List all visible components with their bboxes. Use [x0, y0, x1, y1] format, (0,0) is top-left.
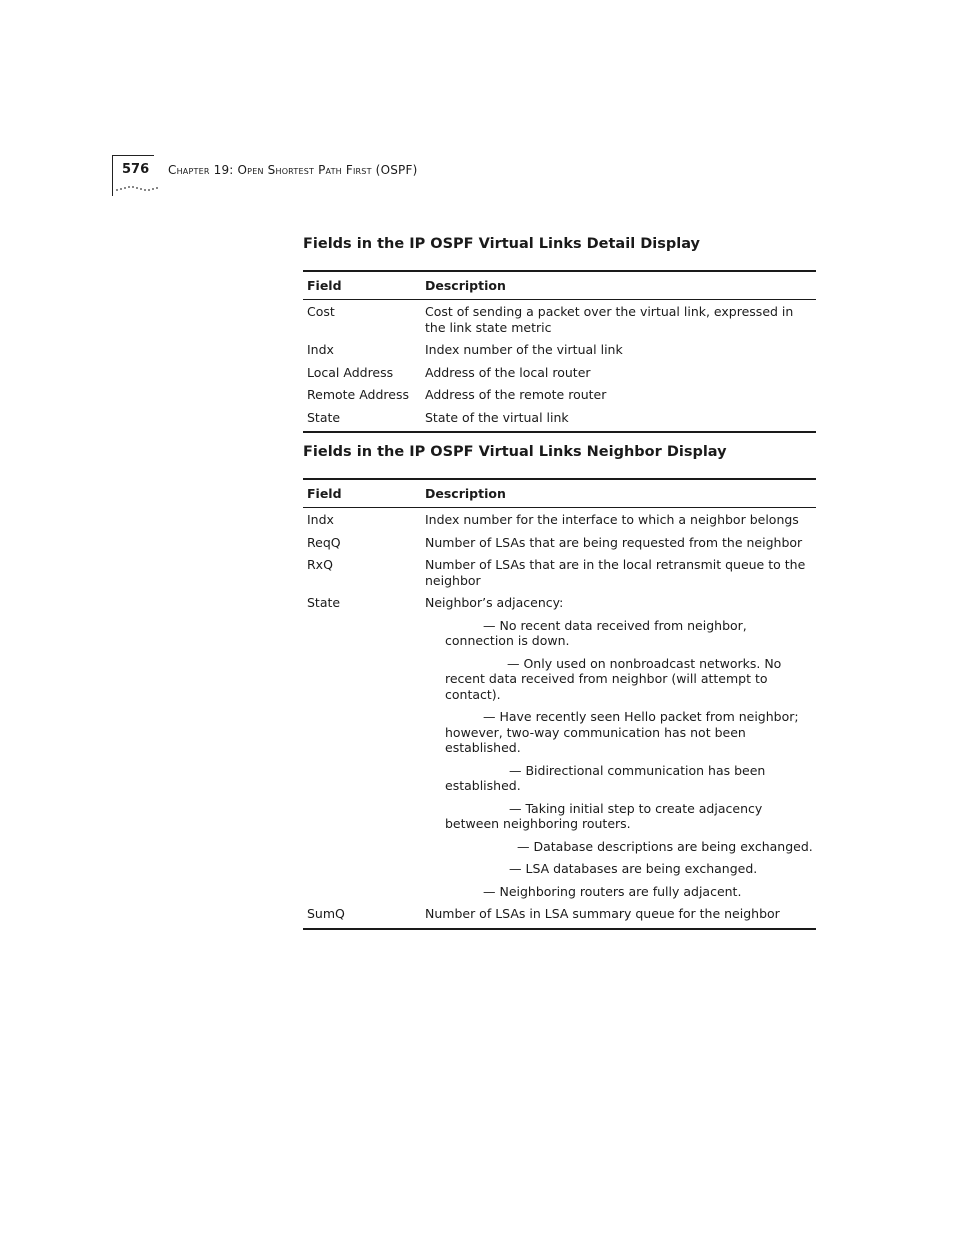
list-item — [445, 618, 816, 649]
table-row — [303, 535, 816, 558]
table-header-row — [303, 271, 816, 300]
table-row — [303, 410, 816, 433]
description-cell: State of the virtual link — [425, 409, 569, 425]
running-header — [112, 155, 712, 200]
state-text: — Taking initial step to create adjacency between neighboring routers. — [445, 800, 763, 831]
list-item — [445, 801, 816, 832]
column-header-description: Description — [421, 271, 816, 300]
field-cell: Local Address — [307, 364, 394, 380]
table-row — [303, 906, 816, 929]
state-intro: Neighbor’s adjacency: — [425, 595, 564, 610]
field-cell: State — [307, 409, 341, 425]
state-text: — Database descriptions are being exchanged. — [517, 838, 813, 854]
field-cell: Indx — [307, 342, 334, 357]
dotted-ornament-icon — [116, 181, 160, 193]
table-row — [303, 300, 816, 343]
description-cell: Number of LSAs that are in the local retransmit queue to the neighbor — [425, 557, 806, 588]
detail-section — [303, 234, 816, 433]
field-cell: RxQ — [307, 557, 333, 572]
column-header-field: Field — [303, 479, 421, 508]
table-row — [303, 365, 816, 388]
table-header-row — [303, 479, 816, 508]
state-text: — Neighboring routers are fully adjacent. — [483, 883, 742, 899]
state-text: — Only used on nonbroadcast networks. No recent data received from neighbor (will attempt to contact). — [445, 655, 782, 702]
header-rule-vertical — [112, 155, 113, 196]
column-header-description: Description — [421, 479, 816, 508]
field-cell: SumQ — [307, 906, 345, 921]
table-row — [303, 342, 816, 365]
description-cell: Index number of the virtual link — [425, 342, 623, 357]
description-cell: Cost of sending a packet over the virtual link, expressed in the link state metric — [425, 304, 794, 335]
section-title: Fields in the IP OSPF Virtual Links Detail Display — [303, 236, 700, 252]
description-cell: Number of LSAs in LSA summary queue for the neighbor — [425, 906, 780, 921]
table-row — [303, 557, 816, 595]
neighbor-fields-table — [303, 478, 816, 930]
field-cell: ReqQ — [307, 534, 341, 550]
section-title: Fields in the IP OSPF Virtual Links Neighbor Display — [303, 444, 727, 460]
list-item — [445, 884, 816, 900]
description-cell: Address of the local router — [425, 364, 591, 380]
table-row — [303, 595, 816, 906]
description-cell: Index number for the interface to which a neighbor belongs — [425, 512, 799, 527]
description-cell: Address of the remote router — [425, 387, 607, 402]
field-cell: State — [307, 595, 341, 610]
description-cell — [421, 595, 816, 906]
header-rule-horizontal — [112, 155, 154, 156]
state-text: — Have recently seen Hello packet from neighbor; however, two-way communication has not been established. — [445, 709, 799, 755]
list-item — [445, 839, 816, 855]
chapter-title: Chapter 19: Open Shortest Path First (OSPF) — [168, 163, 418, 177]
state-text: — LSA databases are being exchanged. — [509, 861, 758, 876]
list-item — [445, 861, 816, 877]
state-text: — No recent data received from neighbor, connection is down. — [445, 617, 747, 648]
list-item — [445, 763, 816, 794]
state-text: — Bidirectional communication has been established. — [445, 762, 766, 793]
table-row — [303, 387, 816, 410]
field-cell: Indx — [307, 512, 334, 527]
detail-fields-table — [303, 270, 816, 433]
page-number: 576 — [122, 162, 150, 177]
list-item — [445, 709, 816, 756]
field-cell: Remote Address — [307, 387, 409, 402]
description-cell: Number of LSAs that are being requested from the neighbor — [425, 534, 803, 550]
neighbor-section — [303, 442, 816, 930]
list-item — [445, 656, 816, 703]
table-row — [303, 508, 816, 535]
field-cell: Cost — [307, 304, 335, 319]
column-header-field: Field — [303, 271, 421, 300]
state-list — [425, 618, 816, 900]
